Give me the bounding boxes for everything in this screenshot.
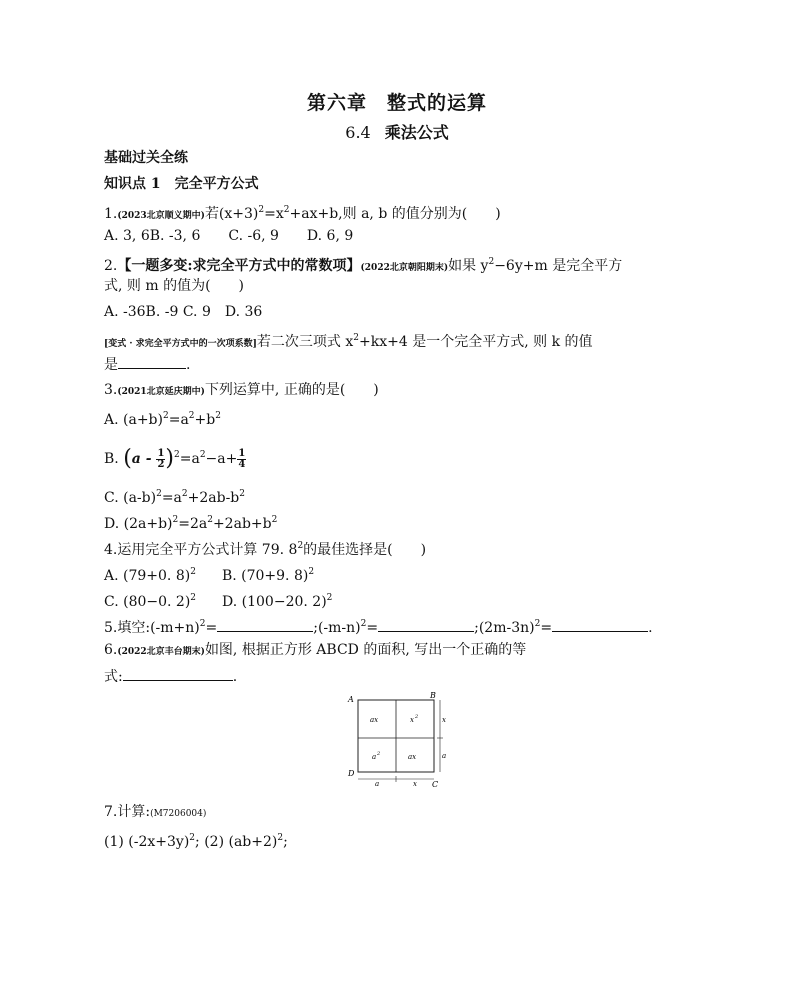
q3-option-b: B. (a - $\frac{1}{2}$ )$^2=a^2-a+$ $\frac{1}{4}$ xyxy=(104,446,246,471)
section-heading xyxy=(0,120,794,143)
q6-line2: 式: . xyxy=(104,666,237,687)
square-abcd-figure xyxy=(342,692,452,788)
section-name: 乘法公式 xyxy=(384,123,449,142)
question-source: (2022北京丰台期末) xyxy=(117,647,205,657)
dim-x-right: x xyxy=(442,716,446,724)
vertex-b-label: B xyxy=(430,692,436,700)
q4-options-row2: C. (80−0. 2)$^2$ D. (100−20. 2)$^2$ xyxy=(104,593,333,610)
question-source: (2021北京延庆期中) xyxy=(117,387,205,397)
question-3: 3.(2021北京延庆期中)下列运算中, 正确的是( ) xyxy=(104,382,379,398)
answer-blank[interactable] xyxy=(217,617,313,632)
answer-blank[interactable] xyxy=(552,617,648,632)
q2-stem-line2: 式, 则 m 的值为( ) xyxy=(104,278,244,294)
chapter-title: 第六章 整式的运算 xyxy=(306,92,487,114)
question-source: (2022北京朝阳期末) xyxy=(360,263,449,273)
answer-blank[interactable] xyxy=(378,617,474,632)
vertex-d-label: D xyxy=(348,769,355,778)
question-2: 2.【一题多变:求完全平方式中的常数项】(2022北京朝阳期末)如果 $y^2-6y+m$ 是完全平方 xyxy=(104,257,623,274)
variant-tag: [变式 · 求完全平方式中的一次项系数] xyxy=(104,339,257,349)
q1-stem-a: 若(x+3) xyxy=(204,206,259,222)
q3-option-c: C. $(a-b)^2=a^2+2ab-b^2$ xyxy=(104,489,245,506)
cell-ax-bottom: ax xyxy=(408,753,417,761)
q7-items: (1) $(-2x+3y)^2$; (2) $(ab+2)^2$; xyxy=(104,833,288,850)
question-7: 7.计算:(M7206004) xyxy=(104,804,207,820)
vertex-a-label: A xyxy=(348,695,354,704)
question-code: (M7206004) xyxy=(150,809,207,819)
q1-options: A. 3, 6B. -3, 6 C. -6, 9 D. 6, 9 xyxy=(104,228,354,244)
question-6: 6.(2022北京丰台期末)如图, 根据正方形 ABCD 的面积, 写出一个正确的等 xyxy=(104,642,527,658)
dim-x-bottom: x xyxy=(413,780,417,788)
q2-options: A. -36B. -9 C. 9 D. 36 xyxy=(104,304,263,320)
question-4: 4.运用完全平方公式计算 79. $8^2$的最佳选择是( ) xyxy=(104,541,427,558)
q4-options-row1: A. (79+0. 8)$^2$ B. (70+9. 8)$^2$ xyxy=(104,567,315,584)
svg-text:2: 2 xyxy=(415,714,419,720)
q2-variant-line2: 是 . xyxy=(104,354,190,375)
q2-variant: [变式 · 求完全平方式中的一次项系数]若二次三项式 $x^2+kx+4$ 是一个完全平方式, 则 k 的值 xyxy=(104,333,593,350)
question-1: 1.(2023北京顺义期中)若$(x+3)^2=x^2+ax+b$,则 a, b 的值分别为( ) xyxy=(104,205,501,222)
svg-text:2: 2 xyxy=(377,751,381,757)
knowledge-point-heading: 知识点 1 完全平方公式 xyxy=(104,176,259,192)
cell-ax-top: ax xyxy=(370,716,379,724)
fraction-one-quarter: $\frac{1}{4}$ xyxy=(238,447,246,470)
answer-blank[interactable] xyxy=(118,354,186,369)
q3-option-d: D. $(2a+b)^2=2a^2+2ab+b^2$ xyxy=(104,515,278,532)
practice-label: 基础过关全练 xyxy=(104,150,188,166)
question-number: 1. xyxy=(104,206,118,222)
dim-a-bottom: a xyxy=(375,780,380,788)
question-source: (2023北京顺义期中) xyxy=(117,211,205,221)
question-tag: 【一题多变:求完全平方式中的常数项】 xyxy=(117,258,361,274)
q3-option-a: A. $(a+b)^2=a^2+b^2$ xyxy=(104,411,221,428)
question-5: 5.填空$:(-m+n)^2=$ $;(-m-n)^2=$ $;(2m-3n)^2=$ . xyxy=(104,619,653,636)
dim-a-right: a xyxy=(442,752,447,760)
answer-blank[interactable] xyxy=(123,666,233,681)
cell-x2: x xyxy=(410,716,414,724)
cell-a2: a xyxy=(372,753,377,761)
vertex-c-label: C xyxy=(432,780,439,788)
fraction-one-half: $\frac{1}{2}$ xyxy=(157,447,165,470)
section-number: 6.4 xyxy=(345,123,371,142)
